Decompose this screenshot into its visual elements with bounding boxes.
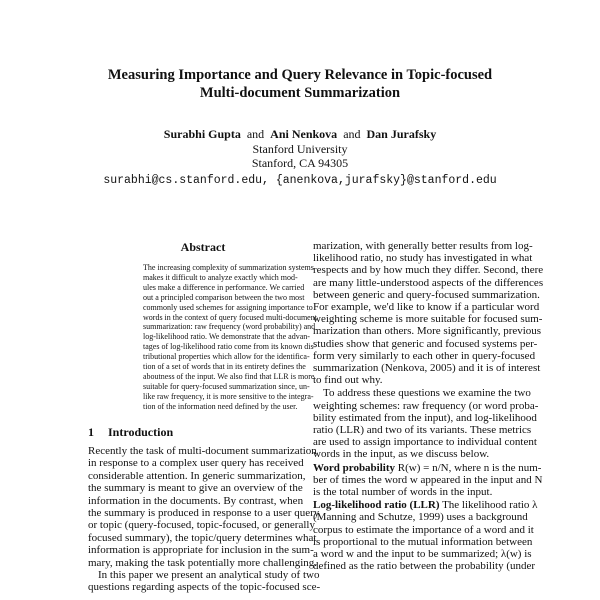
section-title: Introduction: [108, 425, 174, 439]
text-line: log-likelihood ratio. We demonstrate that the advan-: [143, 332, 310, 342]
text-line: tion of the information need defined by the user.: [143, 401, 298, 411]
text-line: information in the documents. By contrast, when: [88, 494, 304, 507]
text-line: the summary is produced in response to a user query: [88, 507, 320, 520]
text-line: makes it difficult to analyze exactly which mod-: [143, 272, 298, 282]
text-line: weighting schemes: raw frequency (or word proba-: [313, 399, 539, 412]
author: Surabhi Gupta: [163, 127, 241, 141]
text-line: a word w and the input to be summarized; λ(w) is: [313, 548, 532, 561]
text-line: bility estimated from the input), and log-likelihood: [313, 411, 537, 424]
text-line: [313, 499, 538, 512]
text-line: tages of log-likelihood ratio come from its known dis-: [143, 342, 317, 352]
text-line: words in the input, as we discuss below.: [313, 448, 490, 461]
text-line: is the total number of words in the input.: [313, 486, 493, 499]
text-line: Recently the task of multi-document summarization: [88, 445, 317, 457]
intro-body: [88, 445, 321, 594]
text-line: mary, making the task potentially more challenging.: [88, 556, 318, 569]
section-heading: [88, 425, 187, 439]
text-run: The likelihood ratio λ: [439, 499, 538, 512]
text-line: (Manning and Schutze, 1999) uses a background: [313, 511, 528, 524]
paper-title: [0, 66, 600, 102]
text-line: is proportional to the mutual information between: [313, 535, 533, 548]
text-line: are many little-understood aspects of the differences: [313, 276, 544, 289]
text-line: out a principled comparison between the two most: [143, 292, 305, 302]
text-line: tion of a set of words that in its entirety defines the: [143, 362, 306, 372]
and: and: [343, 127, 361, 141]
and: and: [246, 127, 265, 141]
text-line: marization, with generally better results from log-: [313, 240, 533, 252]
text-line: respects and by how much they differ. Second, there: [313, 264, 544, 277]
text-line: For example, we'd like to know if a particular word: [313, 301, 540, 314]
text-line: suitable for query-focused summarization since, un-: [143, 381, 310, 391]
text-line: ber of times the word w appeared in the input and N: [313, 473, 543, 486]
text-line: weighting scheme is more suitable for focused sum-: [313, 313, 543, 326]
text-line: summarization (Nenkova, 2005) and it is of interest: [313, 362, 541, 375]
title-line: Multi-document Summarization: [199, 85, 401, 101]
text-line: the summary is meant to give an overview of the: [88, 482, 303, 495]
text-line: between generic and query-focused summarization.: [313, 288, 540, 301]
text-line: questions regarding aspects of the topic-focused sce-: [88, 581, 321, 594]
text-line: like raw frequency, it is more sensitive to the integra-: [143, 391, 314, 401]
text-line: in response to a complex user query has received: [88, 457, 304, 470]
email: surabhi@cs.stanford.edu, {anenkova,jurafsky}@stanford.edu: [103, 174, 497, 187]
abstract-body: [143, 263, 317, 412]
author-list: [0, 127, 600, 142]
author: Ani Nenkova: [270, 127, 338, 141]
abstract-heading: Abstract: [180, 240, 226, 254]
text-line: defined as the ratio between the probability (under: [313, 560, 536, 573]
text-line: [313, 461, 542, 474]
text-line: to find out why.: [313, 374, 383, 387]
text-line: considerable attention. In generic summarization,: [88, 469, 306, 482]
text-line: likelihood ratio, no study has investigated in what: [313, 252, 533, 265]
text-line: In this paper we present an analytical study of two: [98, 569, 320, 582]
text-line: marization than others. More significantly, previous: [313, 325, 542, 338]
paragraph-heading: Word probability: [313, 461, 396, 474]
text-line: To address these questions we examine the two: [323, 387, 531, 400]
text-line: studies show that generic and focused systems per-: [313, 337, 538, 350]
author: Dan Jurafsky: [366, 127, 437, 141]
text-line: aboutness of the input. We also find that LLR is more: [143, 371, 315, 381]
right-column: [313, 240, 544, 573]
text-run: R(w) = n/N, where n is the num-: [395, 461, 542, 474]
text-line: or topic (query-focused, topic-focused, or generally: [88, 519, 315, 532]
text-line: tributional properties which allow for the identifica-: [143, 352, 310, 362]
text-line: summarization: raw frequency (word probability) and: [143, 322, 316, 332]
title-line: Measuring Importance and Query Relevance in Topic-focused: [107, 67, 493, 83]
text-line: commonly used schemes for assigning importance to: [143, 302, 313, 312]
paragraph-heading: Log-likelihood ratio (LLR): [313, 499, 440, 512]
text-line: are used to assign importance to individual content: [313, 436, 537, 449]
text-line: ratio (LLR) and two of its variants. These metrics: [313, 424, 532, 437]
text-line: form very similarly to each other in query-focused: [313, 349, 536, 362]
address: Stanford, CA 94305: [251, 156, 349, 170]
text-line: words in the context of query focused multi-document: [143, 312, 317, 322]
text-line: corpus to estimate the importance of a word and it: [313, 523, 534, 536]
text-line: The increasing complexity of summarization systems: [143, 263, 314, 272]
text-line: focused summary), the topic/query determines what: [88, 531, 317, 544]
affiliation: Stanford University: [252, 142, 348, 156]
section-number: 1: [88, 425, 94, 439]
text-line: information is appropriate for inclusion in the sum-: [88, 544, 314, 557]
text-line: ules make a difference in performance. We carried: [143, 282, 305, 292]
